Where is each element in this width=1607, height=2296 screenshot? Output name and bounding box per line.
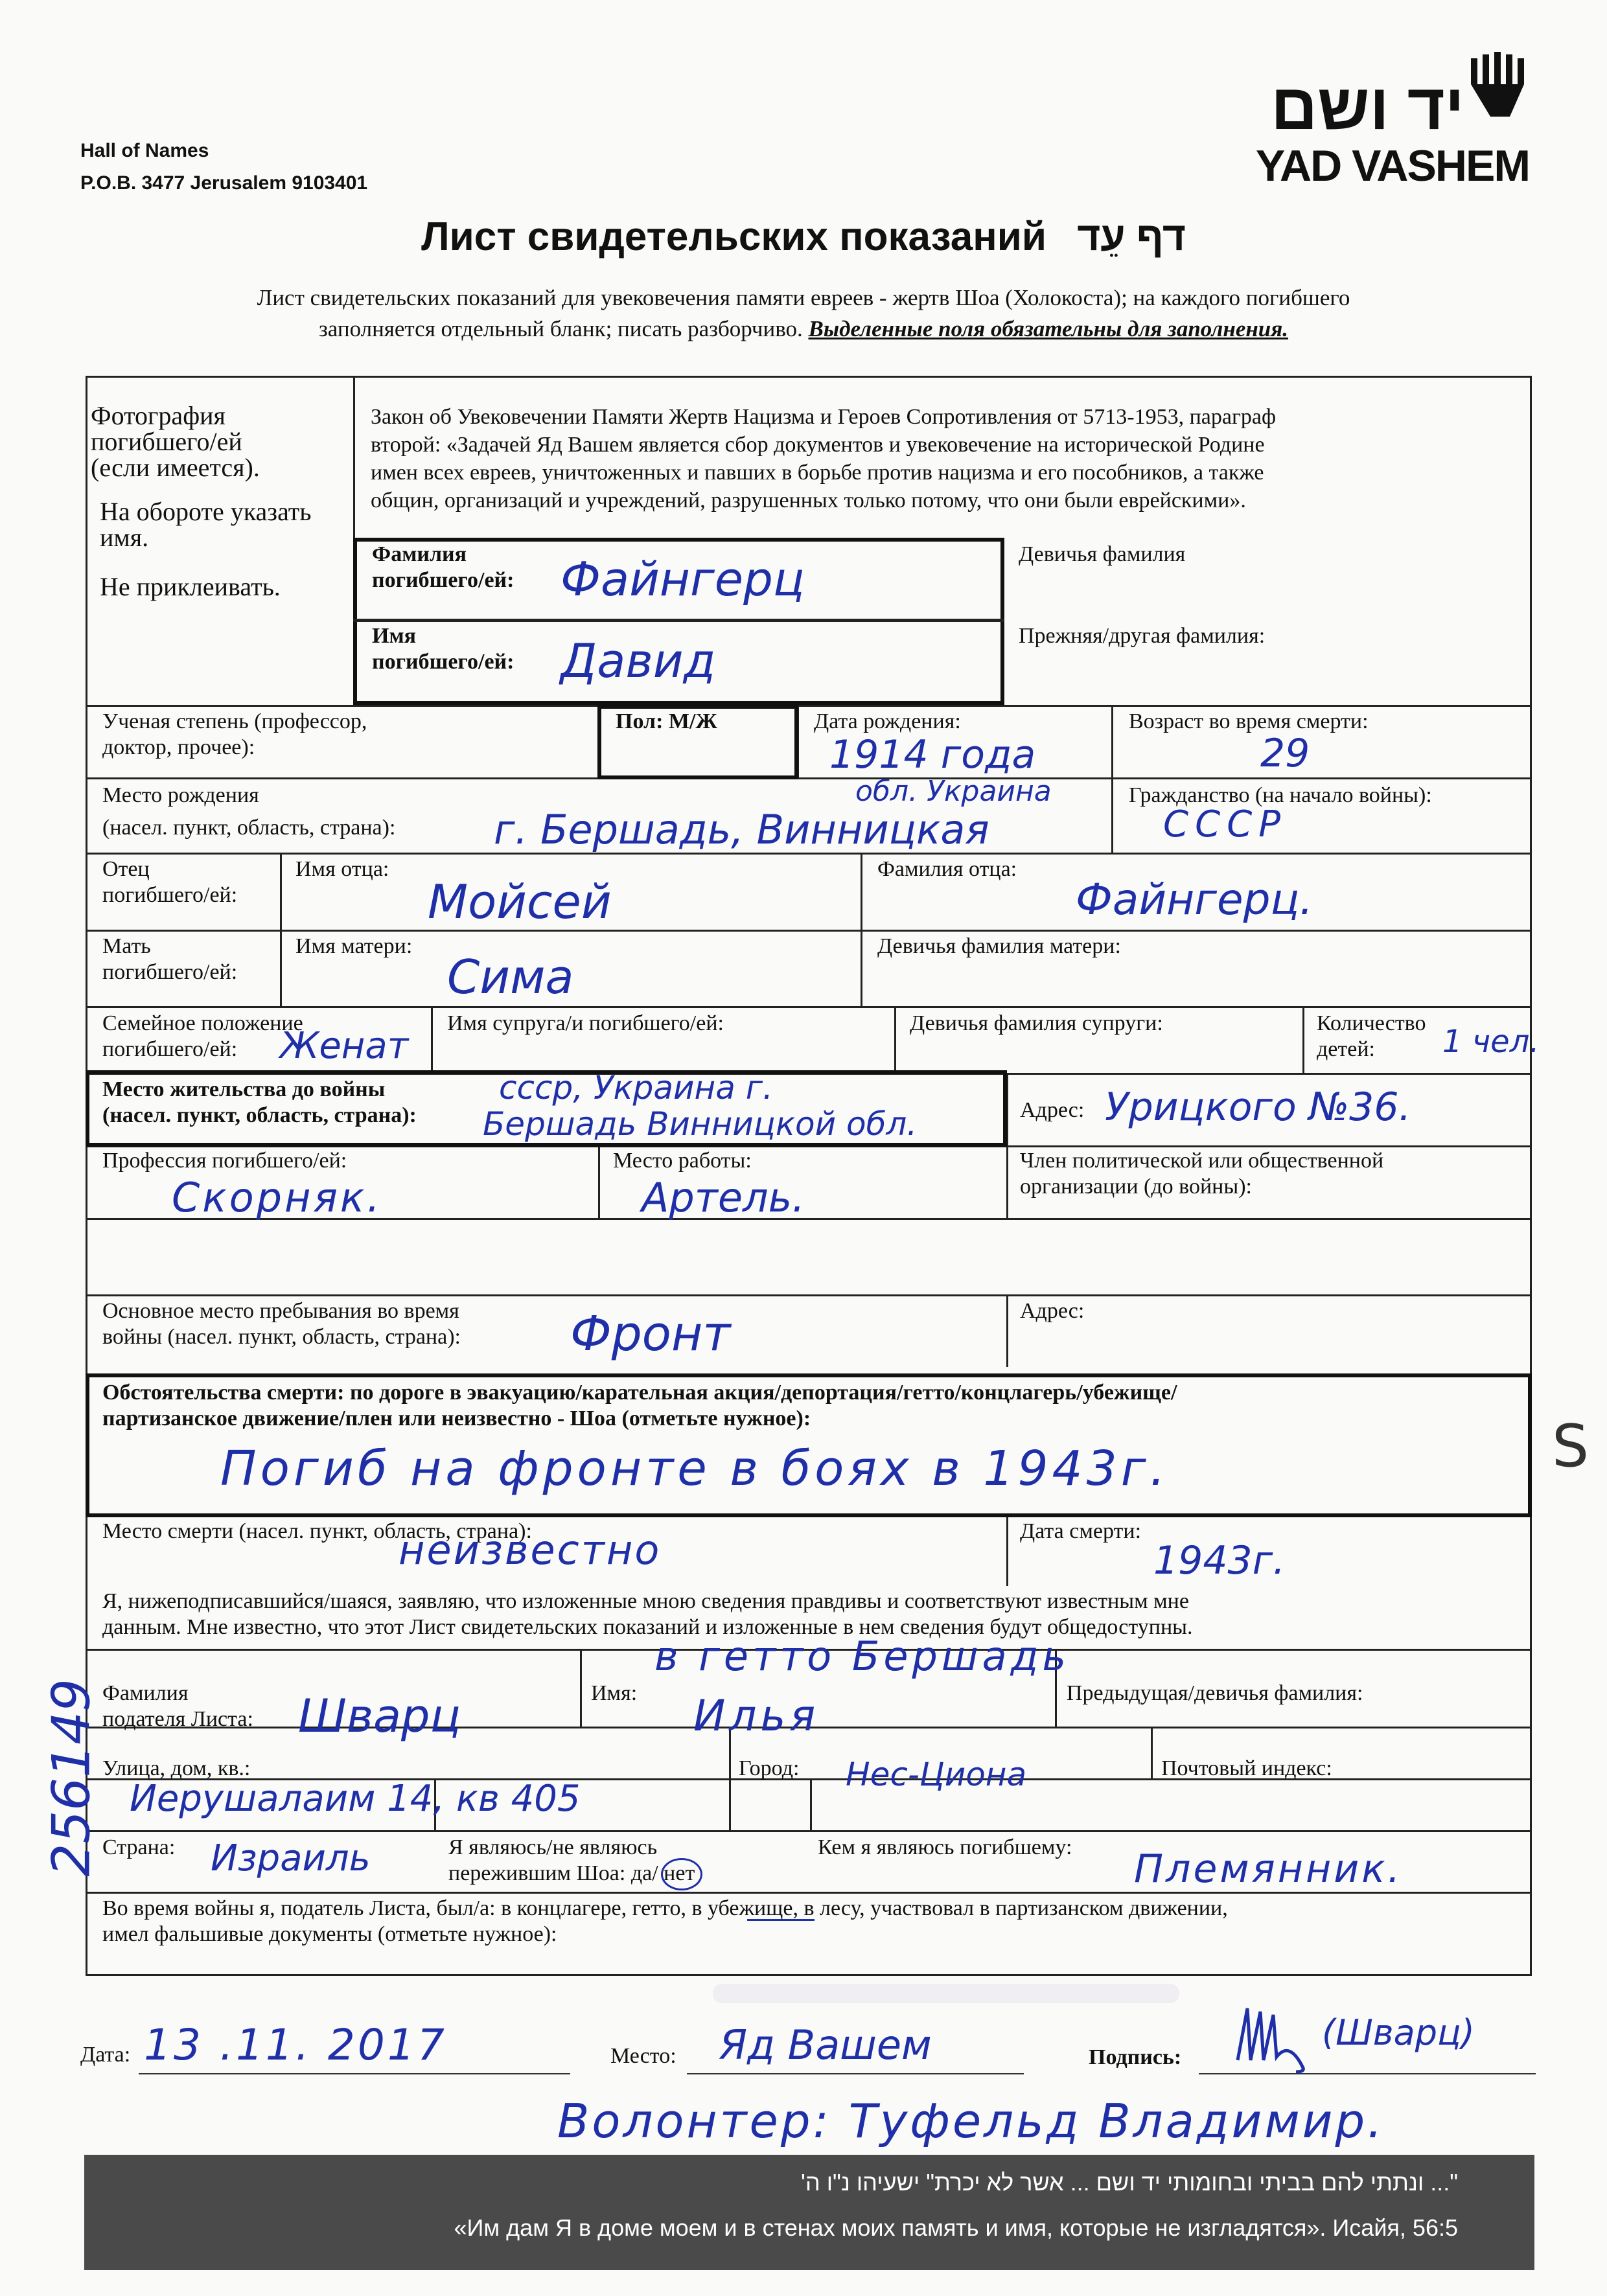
wartime-place-value[interactable]: Фронт [570, 1306, 731, 1362]
mother-name-value[interactable]: Сима [447, 950, 574, 1004]
declaration-note[interactable]: в гетто Бершадь [654, 1633, 1070, 1680]
marital-status-label: Семейное положение погибшего/ей: [102, 1011, 303, 1061]
death-place-label: Место смерти (насел. пункт, область, страна): [102, 1519, 532, 1543]
intro-line-1: Лист свидетельских показаний для увековечения памяти евреев - жертв Шоа (Холокоста); на каждого погибшего [257, 285, 1350, 310]
rule [861, 853, 862, 1006]
residence-label: Место жительства до войны (насел. пункт, область, страна): [102, 1077, 417, 1127]
death-date-label: Дата смерти: [1020, 1519, 1142, 1543]
survivor-yes-circle[interactable] [661, 1858, 702, 1890]
children-value[interactable]: 1 чел. [1442, 1024, 1540, 1060]
footer-hebrew-quote: "... ונתתי להם בביתי ובחומותי יד ושם ... אשר לא יכרת" ישעיהו נ"ו ה' [801, 2169, 1458, 2196]
residence-value-line1[interactable]: ссср, Украина г. [499, 1069, 773, 1107]
law-line: второй: «Задачей Яд Вашем является сбор документов и увековечение на исторической Родине [371, 433, 1265, 457]
photo-label: погибшего/ей [91, 427, 242, 456]
workplace-label: Место работы: [613, 1149, 752, 1173]
rule [1006, 1294, 1008, 1367]
sign-date-line [139, 2073, 570, 2074]
title-hebrew: דף עֵד [1077, 214, 1186, 259]
ghetto-underline [747, 1919, 815, 1921]
residence-address-label: Адрес: [1020, 1098, 1085, 1122]
father-surname-label: Фамилия отца: [877, 857, 1017, 881]
rule [1006, 1145, 1008, 1218]
father-surname-value[interactable]: Файнгерц. [1076, 875, 1313, 924]
redaction-mark [713, 1984, 1179, 2003]
rule [86, 705, 1532, 707]
country-value[interactable]: Израиль [211, 1837, 371, 1879]
org-name: Hall of Names [80, 140, 209, 161]
country-label: Страна: [102, 1835, 176, 1859]
submitter-surname-value[interactable]: Шварц [298, 1690, 461, 1743]
submitter-war-status-label: Во время войны я, податель Листа, был/а: в концлагере, гетто, в убежище, в лесу, участвовал в партизанском движении, имел фальшивые документы (отметьте нужное): [102, 1896, 1228, 1946]
residence-address-value[interactable]: Урицкого №36. [1105, 1085, 1411, 1130]
birthplace-label: Место рождения (насел. пункт, область, страна): [102, 783, 396, 840]
law-line: общин, организаций и учреждений, разрушенных только потому, что они были еврейскими». [371, 488, 1246, 512]
relation-label: Кем я являюсь погибшему: [818, 1835, 1072, 1859]
profession-label: Профессия погибшего/ей: [102, 1149, 347, 1173]
street-label: Улица, дом, кв.: [102, 1756, 251, 1780]
submitter-surname-label: Фамилия подателя Листа: [102, 1681, 253, 1731]
victim-surname-label: Фамилия погибшего/ей: [372, 542, 514, 592]
victim-previous-surname-label: Прежняя/другая фамилия: [1019, 624, 1266, 648]
degree-label: Ученая степень (профессор, доктор, прочее): [102, 709, 367, 759]
father-label: Отец погибшего/ей: [102, 857, 238, 907]
sign-date-label: Дата: [80, 2043, 131, 2067]
age-value[interactable]: 29 [1260, 731, 1310, 776]
death-circumstances-label: Обстоятельства смерти: по дороге в эвакуацию/карательная акция/депортация/гетто/концлагерь/убежище/ партизанское движение/плен или неизвестно - Шоа (отметьте нужное): [102, 1381, 1177, 1430]
org-address: P.O.B. 3477 Jerusalem 9103401 [80, 172, 368, 194]
death-circumstances-value[interactable]: Погиб на фронте в боях в 1943г. [220, 1441, 1170, 1497]
rule [1111, 705, 1113, 777]
rule [86, 1006, 1532, 1008]
residence-value-line2[interactable]: Бершадь Винницкой обл. [483, 1105, 918, 1143]
photo-instruction: имя. [100, 523, 149, 552]
rule [1006, 1515, 1008, 1586]
age-label: Возраст во время смерти: [1129, 709, 1369, 733]
street-value[interactable]: Иерушалаим 14, кв 405 [130, 1778, 581, 1820]
law-line: Закон об Увековечении Памяти Жертв Нацизма и Героев Сопротивления от 5713-1953, параграф [371, 405, 1277, 429]
profession-value[interactable]: Скорняк. [172, 1174, 383, 1221]
logo-latin: YAD VASHEM [1255, 141, 1529, 190]
dob-label: Дата рождения: [814, 709, 961, 733]
dob-value[interactable]: 1914 года [829, 732, 1036, 777]
law-line: имен всех евреев, уничтоженных и павших в борьбе против нацизма и его пособников, а также [371, 461, 1264, 485]
relation-value[interactable]: Племянник. [1134, 1846, 1403, 1892]
birthplace-region-value[interactable]: обл. Украина [855, 775, 1052, 808]
survivor-label: Я являюсь/не являюсь пережившим Шоа: да/ нет [448, 1835, 695, 1885]
marital-status-value[interactable]: Женат [280, 1025, 409, 1067]
death-date-value[interactable]: 1943г. [1153, 1538, 1286, 1583]
intro-line-2: заполняется отдельный бланк; писать разборчиво. Выделенные поля обязательны для заполнения. [318, 316, 1289, 341]
rule [598, 1145, 600, 1218]
wartime-place-label: Основное место пребывания во время войны (насел. пункт, область, страна): [102, 1299, 461, 1349]
rule [86, 1294, 1532, 1296]
page-title [0, 214, 1607, 260]
father-name-label: Имя отца: [295, 857, 389, 881]
sign-place-value[interactable]: Яд Вашем [719, 2021, 932, 2069]
spouse-name-label: Имя супруга/и погибшего/ей: [447, 1011, 724, 1035]
rule [280, 853, 282, 1006]
intro-text [0, 282, 1607, 345]
sex-label: Пол: М/Ж [616, 709, 718, 733]
photo-instruction: Не приклеивать. [100, 572, 281, 601]
zip-label: Почтовый индекс: [1161, 1756, 1332, 1780]
footer-russian-quote: «Им дам Я в доме моем и в стенах моих память и имя, которые не изгладятся». Исайя, 56:5 [454, 2214, 1458, 2241]
intro-emphasis: Выделенные поля обязательны для заполнения. [808, 316, 1289, 341]
photo-instruction: На обороте указать [100, 497, 312, 526]
photo-label: Фотография [91, 401, 225, 430]
citizenship-label: Гражданство (на начало войны): [1129, 783, 1432, 807]
victim-maiden-label: Девичья фамилия [1019, 542, 1186, 566]
rule [86, 777, 1532, 779]
logo-hebrew: יד ושם [1271, 71, 1464, 143]
submitter-side-number: 256149 [41, 1679, 102, 1877]
spouse-maiden-label: Девичья фамилия супруги: [910, 1011, 1163, 1035]
rule [86, 1892, 1532, 1894]
sign-date-value[interactable]: 13 .11. 2017 [144, 2020, 447, 2070]
membership-label: Член политической или общественной организации (до войны): [1020, 1149, 1384, 1199]
rule [353, 619, 1004, 622]
submitter-previous-label: Предыдущая/девичья фамилия: [1067, 1681, 1363, 1705]
margin-mark: S [1552, 1412, 1590, 1480]
yad-vashem-logo [1244, 52, 1529, 194]
photo-area [91, 403, 312, 600]
menorah-hand-icon [1464, 52, 1529, 123]
citizenship-value[interactable]: СССР [1163, 803, 1288, 845]
victim-name-value[interactable]: Давид [561, 634, 716, 688]
rule [431, 1006, 433, 1073]
sign-place-line [687, 2073, 1024, 2074]
wartime-address-label: Адрес: [1020, 1299, 1085, 1323]
city-label: Город: [739, 1756, 800, 1780]
rule [86, 930, 1532, 932]
volunteer-note: Волонтер: Туфельд Владимир. [557, 2094, 1385, 2148]
mother-maiden-label: Девичья фамилия матери: [877, 934, 1121, 958]
rule [1151, 1727, 1153, 1778]
photo-label: (если имеется). [91, 453, 260, 482]
death-place-value[interactable]: неизвестно [399, 1526, 662, 1574]
rule [810, 1778, 812, 1830]
law-text [371, 403, 1276, 514]
signature-label: Подпись: [1089, 2045, 1182, 2069]
sign-place-label: Место: [610, 2044, 676, 2068]
rule [86, 1830, 1532, 1832]
mother-label: Мать погибшего/ей: [102, 934, 238, 984]
birthplace-value[interactable]: г. Бершадь, Винницкая [494, 806, 989, 853]
submitter-name-label: Имя: [591, 1681, 638, 1705]
city-value[interactable]: Нес-Циона [846, 1756, 1027, 1793]
rule [1302, 1006, 1304, 1073]
workplace-value[interactable]: Артель. [642, 1174, 805, 1221]
mother-name-label: Имя матери: [295, 934, 413, 958]
rule [580, 1649, 582, 1727]
rule [894, 1006, 896, 1073]
victim-name-label: Имя погибшего/ей: [372, 624, 514, 674]
title-russian: Лист свидетельских показаний [421, 214, 1046, 259]
rule [1111, 777, 1113, 853]
declaration-text: Я, нижеподписавшийся/шаяся, заявляю, что изложенные мною сведения правдивы и соответствуют известным мне данным. Мне известно, что этот Лист свидетельских показаний и изложенные в нем сведения будут общедоступны. [102, 1589, 1193, 1639]
victim-surname-value[interactable]: Файнгерц [561, 552, 805, 606]
children-label: Количество детей: [1317, 1011, 1426, 1061]
father-name-value[interactable]: Мойсей [428, 875, 612, 929]
signature-value[interactable]: (Шварц) [1322, 2012, 1475, 2053]
submitter-name-value[interactable]: Илья [693, 1691, 820, 1741]
signature-scribble [1231, 1995, 1315, 2076]
